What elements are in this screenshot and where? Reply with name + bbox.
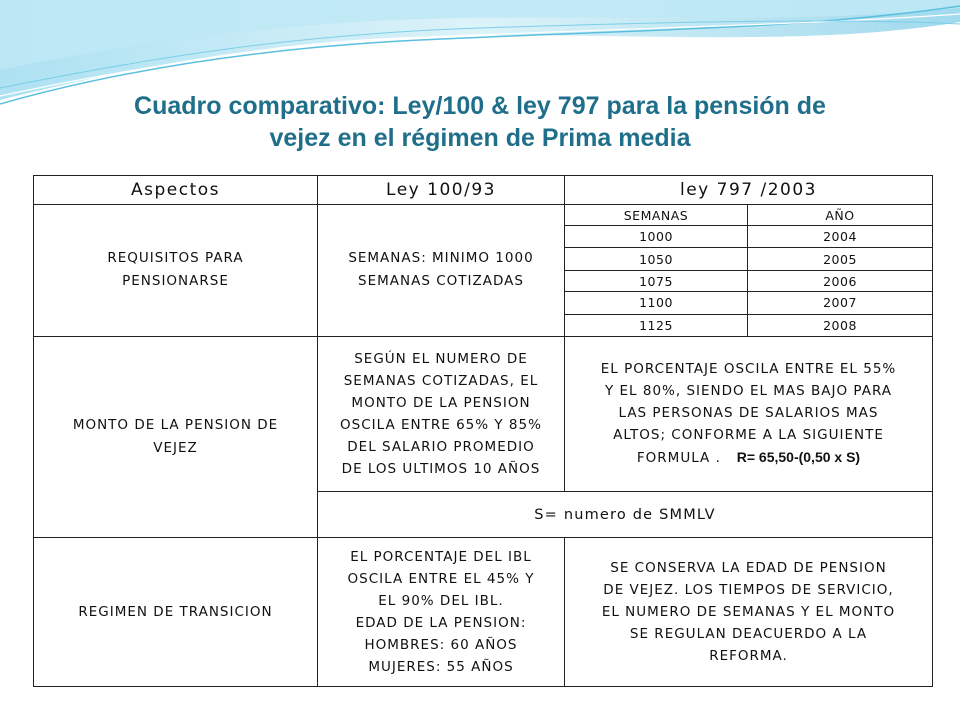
aspect-requisitos: [34, 205, 318, 336]
formula-text: R= 65,50-(0,50 x S): [736, 449, 861, 466]
cell-line: Y EL 80%, SIENDO EL MAS BAJO PARA: [604, 383, 893, 400]
anio-cell: 2008: [748, 314, 933, 336]
ley797-monto: [565, 336, 933, 492]
cell-line: SEMANAS COTIZADAS, EL: [343, 372, 539, 389]
cell-line: DE LOS ULTIMOS 10 AÑOS: [341, 460, 541, 477]
cell-line: MONTO DE LA PENSION: [351, 394, 531, 411]
header-ley797: ley 797 /2003: [565, 176, 933, 205]
cell-line: OSCILA ENTRE EL 45% Y: [347, 571, 535, 588]
table-row: [34, 538, 933, 687]
header-row: [34, 176, 933, 205]
table-row: [34, 205, 933, 226]
col-header-anio: AÑO: [748, 205, 933, 226]
anio-cell: 2005: [748, 248, 933, 271]
cell-line: HOMBRES: 60 AÑOS: [364, 637, 518, 654]
cell-line: LAS PERSONAS DE SALARIOS MAS: [618, 405, 879, 422]
table-row: [34, 336, 933, 492]
semanas-cell: 1125: [565, 314, 748, 336]
cell-line: MONTO DE LA PENSION DE: [72, 416, 279, 433]
title-line-1: Cuadro comparativo: Ley/100 & ley 797 para la pensión de: [134, 92, 826, 120]
cell-line: REQUISITOS PARA: [107, 250, 244, 267]
cell-line: SE REGULAN DEACUERDO A LA: [629, 626, 868, 643]
cell-line: ALTOS; CONFORME A LA SIGUIENTE: [613, 427, 884, 444]
ley100-regimen: [318, 538, 565, 687]
cell-line: REFORMA.: [709, 648, 788, 665]
ley100-monto: [318, 336, 565, 492]
anio-cell: 2004: [748, 226, 933, 248]
ley797-regimen: [565, 538, 933, 687]
cell-line: SE CONSERVA LA EDAD DE PENSION: [610, 560, 887, 577]
semanas-cell: 1050: [565, 248, 748, 271]
cell-line: EL PORCENTAJE OSCILA ENTRE EL 55%: [600, 361, 897, 378]
page-title: [0, 90, 960, 154]
aspect-monto: [34, 336, 318, 538]
title-line-2: vejez en el régimen de Prima media: [269, 124, 691, 152]
cell-line: SEMANAS COTIZADAS: [358, 273, 524, 290]
formula-line: [569, 446, 928, 469]
cell-line: MUJERES: 55 AÑOS: [368, 659, 514, 676]
cell-line: SEMANAS: MINIMO 1000: [348, 250, 534, 267]
col-header-semanas: SEMANAS: [565, 205, 748, 226]
cell-line: VEJEZ: [153, 439, 198, 456]
semanas-cell: 1100: [565, 292, 748, 314]
semanas-cell: 1000: [565, 226, 748, 248]
formula-prefix: FORMULA .: [636, 450, 721, 467]
aspect-regimen: REGIMEN DE TRANSICION: [34, 538, 318, 687]
s-note: S= numero de SMMLV: [318, 492, 933, 538]
cell-line: EL NUMERO DE SEMANAS Y EL MONTO: [601, 604, 896, 621]
cell-line: EL 90% DEL IBL.: [378, 593, 504, 610]
cell-line: EDAD DE LA PENSION:: [355, 615, 527, 632]
cell-line: PENSIONARSE: [122, 273, 229, 290]
header-aspectos: Aspectos: [34, 176, 318, 205]
cell-line: OSCILA ENTRE 65% Y 85%: [340, 416, 542, 433]
ley100-requisitos: [318, 205, 565, 336]
comparison-table: [33, 175, 933, 687]
cell-line: EL PORCENTAJE DEL IBL: [350, 549, 532, 566]
semanas-cell: 1075: [565, 271, 748, 292]
cell-line: DEL SALARIO PROMEDIO: [347, 438, 535, 455]
cell-line: DE VEJEZ. LOS TIEMPOS DE SERVICIO,: [603, 582, 894, 599]
anio-cell: 2007: [748, 292, 933, 314]
header-ley100: Ley 100/93: [318, 176, 565, 205]
anio-cell: 2006: [748, 271, 933, 292]
cell-line: SEGÚN EL NUMERO DE: [354, 350, 528, 367]
